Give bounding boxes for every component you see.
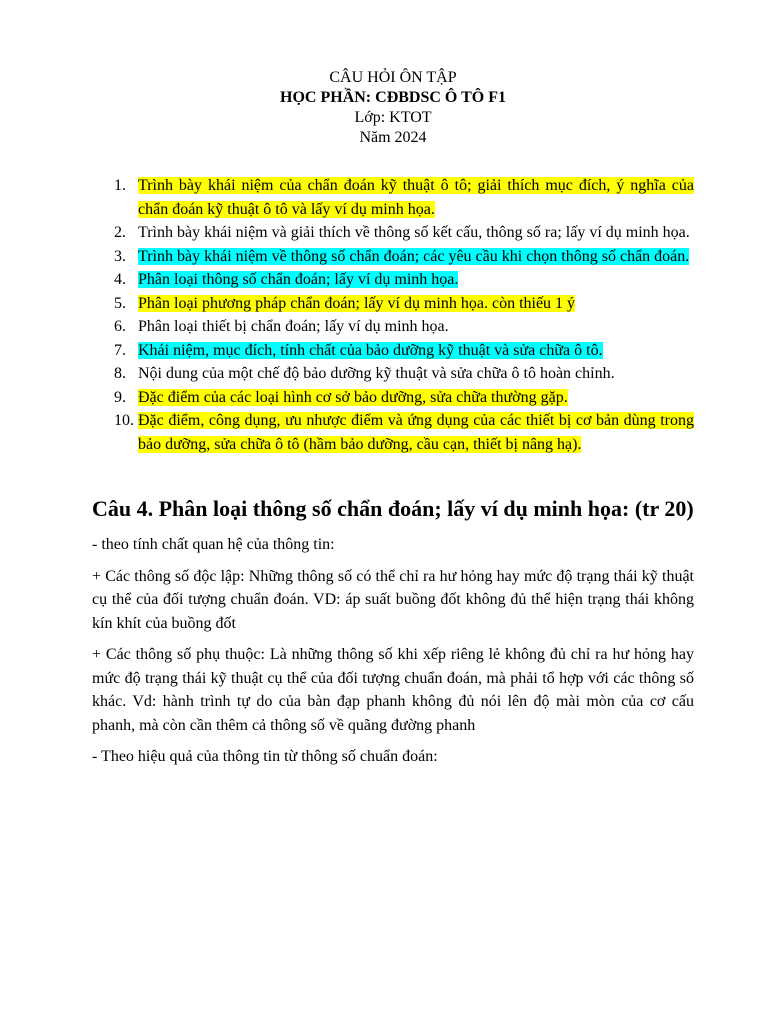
question-number: 4. bbox=[114, 271, 126, 288]
question-item bbox=[92, 268, 694, 292]
section-paragraph: + Các thông số phụ thuộc: Là những thông số khi xếp riêng lẻ không đủ chỉ ra hư hỏng hay mức độ trạng thái kỹ thuật cụ thể của đối tượng chuẩn đoán, mà phải tổ hợp với các thông số khác. Vd: hành trình tự do của bàn đạp phanh không đủ nói lên độ mài mòn của cơ cấu phanh, mà còn cần thêm cả thông số về quãng đường phanh bbox=[92, 646, 694, 734]
question-item bbox=[92, 221, 694, 245]
header-course: HỌC PHẦN: CĐBDSC Ô TÔ F1 bbox=[280, 89, 506, 106]
question-number: 2. bbox=[114, 224, 126, 241]
question-number: 6. bbox=[114, 318, 126, 335]
question-item bbox=[92, 174, 694, 221]
question-text: Đặc điểm, công dụng, ưu nhược điểm và ứng dụng của các thiết bị cơ bản dùng trong bảo dưỡng, sửa chữa ô tô (hầm bảo dưỡng, cầu cạn, thiết bị nâng hạ). bbox=[138, 412, 694, 453]
section-paragraph: - Theo hiệu quả của thông tin từ thông số chuẩn đoán: bbox=[92, 748, 438, 765]
question-item bbox=[92, 339, 694, 363]
question-text: Nội dung của một chế độ bảo dưỡng kỹ thuật và sửa chữa ô tô hoàn chỉnh. bbox=[138, 365, 615, 382]
question-text: Trình bày khái niệm của chẩn đoán kỹ thuật ô tô; giải thích mục đích, ý nghĩa của chẩn đoán kỹ thuật ô tô và lấy ví dụ minh họa. bbox=[138, 177, 694, 218]
question-number: 5. bbox=[114, 294, 126, 312]
question-text: Khái niệm, mục đích, tính chất của bảo dưỡng kỹ thuật và sửa chữa ô tô. bbox=[138, 341, 603, 359]
section-paragraph: - theo tính chất quan hệ của thông tin: bbox=[92, 536, 335, 553]
question-item bbox=[92, 409, 694, 456]
question-item bbox=[92, 362, 694, 386]
question-item bbox=[92, 245, 694, 269]
document-page bbox=[92, 68, 694, 777]
question-number: 9. bbox=[114, 388, 126, 406]
document-header bbox=[92, 68, 694, 148]
question-number: 1. bbox=[114, 177, 126, 194]
question-list bbox=[92, 174, 694, 456]
header-year: Năm 2024 bbox=[359, 129, 427, 146]
header-class: Lớp: KTOT bbox=[354, 109, 432, 126]
question-number: 3. bbox=[114, 247, 126, 265]
question-text: Phân loại phương pháp chẩn đoán; lấy ví dụ minh họa. còn thiếu 1 ý bbox=[138, 294, 576, 312]
section-paragraph: + Các thông số độc lập: Những thông số có thể chỉ ra hư hỏng hay mức độ trạng thái kỹ thuật cụ thể của đối tượng chuẩn đoán. VD: áp suất buồng đốt không đủ thể hiện trạng thái không kín khít của buồng đốt bbox=[92, 567, 694, 632]
question-item bbox=[92, 315, 694, 339]
header-title: CÂU HỎI ÔN TẬP bbox=[329, 69, 457, 86]
question-text: Trình bày khái niệm và giải thích về thông số kết cấu, thông số ra; lấy ví dụ minh họa. bbox=[138, 224, 690, 241]
question-text: Phân loại thông số chẩn đoán; lấy ví dụ minh họa. bbox=[138, 271, 459, 288]
question-text: Đặc điểm của các loại hình cơ sở bảo dưỡng, sửa chữa thường gặp. bbox=[138, 388, 568, 406]
question-number: 10. bbox=[114, 412, 134, 429]
question-text: Trình bày khái niệm về thông số chẩn đoán; các yêu cầu khi chọn thông số chẩn đoán. bbox=[138, 247, 690, 265]
question-item bbox=[92, 292, 694, 316]
question-text: Phân loại thiết bị chẩn đoán; lấy ví dụ minh họa. bbox=[138, 318, 449, 335]
question-number: 8. bbox=[114, 365, 126, 382]
question-item bbox=[92, 386, 694, 410]
section-heading: Câu 4. Phân loại thông số chẩn đoán; lấy ví dụ minh họa: (tr 20) bbox=[92, 496, 694, 521]
question-number: 7. bbox=[114, 341, 126, 359]
